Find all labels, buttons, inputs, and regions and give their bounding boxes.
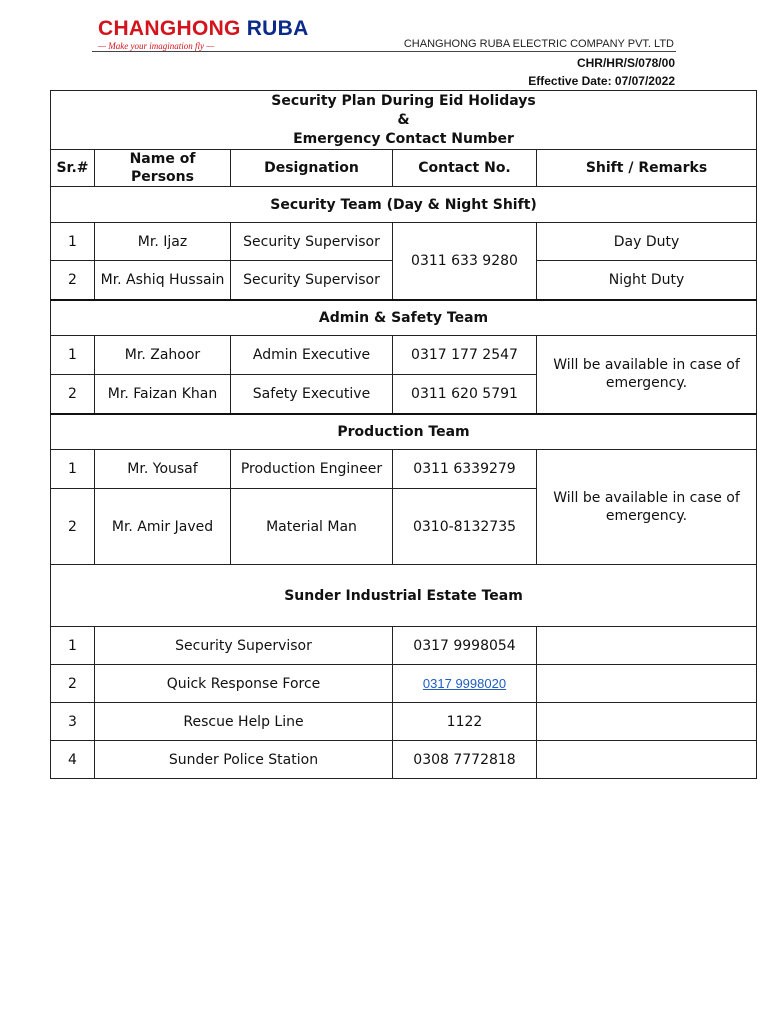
name-cell: Security Supervisor bbox=[95, 627, 393, 665]
remark-cell: Night Duty bbox=[537, 261, 757, 300]
name-cell: Quick Response Force bbox=[95, 665, 393, 703]
sr-cell: 2 bbox=[51, 665, 95, 703]
col-header-name: Name of Persons bbox=[95, 150, 231, 187]
effective-date: Effective Date: 07/07/2022 bbox=[528, 74, 675, 88]
section-heading-production: Production Team bbox=[51, 414, 757, 450]
sr-cell: 1 bbox=[51, 627, 95, 665]
sr-cell: 1 bbox=[51, 336, 95, 375]
remark-cell: Will be available in case of emergency. bbox=[537, 336, 757, 414]
contact-cell: 0308 7772818 bbox=[393, 741, 537, 779]
title-row bbox=[51, 91, 757, 150]
section-row-sunder bbox=[51, 565, 757, 627]
table-row bbox=[51, 336, 757, 375]
contact-cell bbox=[393, 665, 537, 703]
designation-cell: Safety Executive bbox=[231, 375, 393, 414]
table-row bbox=[51, 741, 757, 779]
contact-cell: 0311 6339279 bbox=[393, 450, 537, 489]
remark-cell: Day Duty bbox=[537, 223, 757, 261]
contact-cell: 0310-8132735 bbox=[393, 489, 537, 565]
col-header-contact: Contact No. bbox=[393, 150, 537, 187]
document-number: CHR/HR/S/078/00 bbox=[576, 56, 675, 70]
remark-cell bbox=[537, 703, 757, 741]
table-row bbox=[51, 627, 757, 665]
title-line-1: Security Plan During Eid Holidays bbox=[271, 93, 536, 109]
remark-cell bbox=[537, 741, 757, 779]
remark-cell: Will be available in case of emergency. bbox=[537, 450, 757, 565]
contact-cell: 0317 177 2547 bbox=[393, 336, 537, 375]
page-title bbox=[51, 91, 757, 150]
sr-cell: 1 bbox=[51, 223, 95, 261]
remark-cell bbox=[537, 627, 757, 665]
section-heading-admin: Admin & Safety Team bbox=[51, 300, 757, 336]
designation-cell: Security Supervisor bbox=[231, 223, 393, 261]
logo-brand-text: CHANGHONG bbox=[98, 17, 241, 40]
sr-cell: 4 bbox=[51, 741, 95, 779]
title-line-2: & bbox=[397, 112, 410, 128]
name-cell: Rescue Help Line bbox=[95, 703, 393, 741]
section-heading-security: Security Team (Day & Night Shift) bbox=[51, 187, 757, 223]
name-cell: Mr. Amir Javed bbox=[95, 489, 231, 565]
designation-cell: Production Engineer bbox=[231, 450, 393, 489]
logo-brand-text-2: RUBA bbox=[246, 17, 309, 40]
name-cell: Sunder Police Station bbox=[95, 741, 393, 779]
header-divider bbox=[92, 51, 676, 52]
designation-cell: Material Man bbox=[231, 489, 393, 565]
designation-cell: Admin Executive bbox=[231, 336, 393, 375]
contact-cell: 1122 bbox=[393, 703, 537, 741]
designation-cell: Security Supervisor bbox=[231, 261, 393, 300]
remark-cell bbox=[537, 665, 757, 703]
section-row-security bbox=[51, 187, 757, 223]
name-cell: Mr. Faizan Khan bbox=[95, 375, 231, 414]
col-header-remarks: Shift / Remarks bbox=[537, 150, 757, 187]
title-line-3: Emergency Contact Number bbox=[293, 131, 514, 147]
contact-cell: 0317 9998054 bbox=[393, 627, 537, 665]
table-row bbox=[51, 665, 757, 703]
contact-cell: 0311 633 9280 bbox=[393, 223, 537, 300]
name-cell: Mr. Ashiq Hussain bbox=[95, 261, 231, 300]
section-row-production bbox=[51, 414, 757, 450]
sr-cell: 2 bbox=[51, 489, 95, 565]
column-header-row bbox=[51, 150, 757, 187]
name-cell: Mr. Ijaz bbox=[95, 223, 231, 261]
contact-table bbox=[50, 90, 757, 779]
company-name: CHANGHONG RUBA ELECTRIC COMPANY PVT. LTD bbox=[403, 38, 674, 50]
name-cell: Mr. Yousaf bbox=[95, 450, 231, 489]
contact-cell: 0311 620 5791 bbox=[393, 375, 537, 414]
col-header-designation: Designation bbox=[231, 150, 393, 187]
table-row bbox=[51, 703, 757, 741]
table-row bbox=[51, 450, 757, 489]
col-header-sr: Sr.# bbox=[51, 150, 95, 187]
table-row bbox=[51, 223, 757, 261]
logo-tagline: — Make your imagination fly — bbox=[98, 41, 215, 51]
logo-wordmark bbox=[98, 16, 309, 42]
section-row-admin bbox=[51, 300, 757, 336]
sr-cell: 2 bbox=[51, 375, 95, 414]
section-heading-sunder: Sunder Industrial Estate Team bbox=[51, 565, 757, 627]
company-logo bbox=[98, 16, 309, 51]
name-cell: Mr. Zahoor bbox=[95, 336, 231, 375]
sr-cell: 1 bbox=[51, 450, 95, 489]
sr-cell: 2 bbox=[51, 261, 95, 300]
phone-link[interactable]: 0317 9998020 bbox=[422, 675, 507, 691]
sr-cell: 3 bbox=[51, 703, 95, 741]
